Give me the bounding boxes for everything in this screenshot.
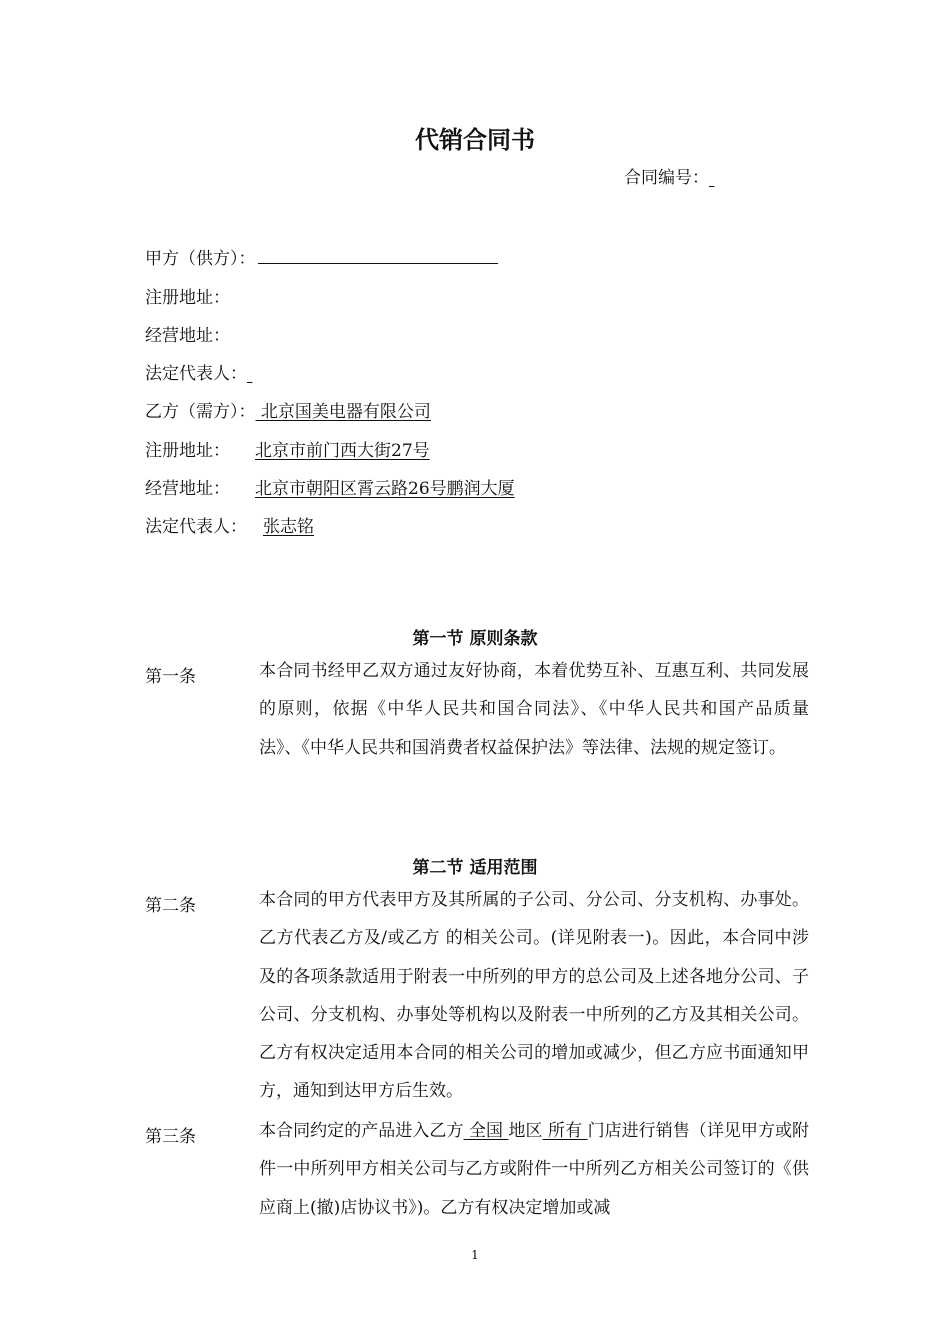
sales-region: 全国 <box>463 1121 509 1141</box>
party-a-blank <box>258 247 498 264</box>
document-title: 代销合同书 <box>415 126 535 154</box>
article-text <box>259 1112 809 1227</box>
store-scope: 所有 <box>542 1121 588 1141</box>
party-a-label: 甲方（供方）： <box>145 249 256 269</box>
party-b-row <box>145 397 431 422</box>
article-text-part: 地区 <box>508 1121 543 1141</box>
party-b-biz-addr: 北京市朝阳区霄云路26号鹏润大厦 <box>255 479 515 499</box>
page-number: 1 <box>471 1248 479 1262</box>
section-title: 第二节 适用范围 <box>412 858 538 878</box>
article-label: 第一条 <box>145 667 196 687</box>
party-b-rep: 张志铭 <box>263 517 314 537</box>
party-b-biz-addr-row <box>145 474 515 499</box>
party-a-row <box>145 244 498 269</box>
contract-number-label: 合同编号： <box>624 168 709 188</box>
party-b-reg-addr-row <box>145 436 430 461</box>
party-a-rep-blank <box>247 364 252 384</box>
party-b-reg-addr: 北京市前门西大街27号 <box>255 441 430 461</box>
party-a-biz-addr-row <box>145 321 230 346</box>
party-b-rep-row <box>145 512 314 537</box>
party-a-reg-addr-label: 注册地址： <box>145 288 230 308</box>
section-title: 第一节 原则条款 <box>412 629 538 649</box>
article-text: 本合同书经甲乙双方通过友好协商，本着优势互补、互惠互利、共同发展的原则，依据《中华人民共和国合同法》、《中华人民共和国产品质量法》、《中华人民共和国消费者权益保护法》等法律、法规的规定签订。 <box>259 661 809 758</box>
party-b-reg-addr-label: 注册地址： <box>145 441 230 461</box>
article-label: 第三条 <box>145 1127 196 1147</box>
article-label: 第二条 <box>145 896 196 916</box>
article-text: 本合同的甲方代表甲方及其所属的子公司、分公司、分支机构、办事处。乙方代表乙方及/或乙方 的相关公司。(详见附表一)。因此，本合同中涉及的各项条款适用于附表一中所列的甲方的总公司及上述各地分公司、子公司、分支机构、办事处等机构以及附表一中所列的乙方及其相关公司。乙方有权决定适用本合同的相关公司的增加或减少，但乙方应书面通知甲方，通知到达甲方后生效。 <box>259 890 809 1102</box>
party-a-biz-addr-label: 经营地址： <box>145 326 230 346</box>
contract-number-blank <box>709 168 714 188</box>
party-b-label: 乙方（需方）： <box>145 402 256 422</box>
party-b-rep-label: 法定代表人： <box>145 517 247 537</box>
party-a-rep-label: 法定代表人： <box>145 364 247 384</box>
party-a-rep-row <box>145 359 252 384</box>
party-a-reg-addr-row <box>145 283 230 308</box>
article-text-part: 本合同约定的产品进入乙方 <box>259 1121 464 1141</box>
party-b-biz-addr-label: 经营地址： <box>145 479 230 499</box>
article-text-part: 门店进行销售（详见甲方或附件一中所列甲方相关公司与乙方或附件一中所列乙方相关公司签订的《供应商上(撤)店协议书》)。乙方有权决定增加或减 <box>259 1121 810 1218</box>
contract-number <box>624 163 714 188</box>
party-b-name: 北京国美电器有限公司 <box>255 402 431 422</box>
